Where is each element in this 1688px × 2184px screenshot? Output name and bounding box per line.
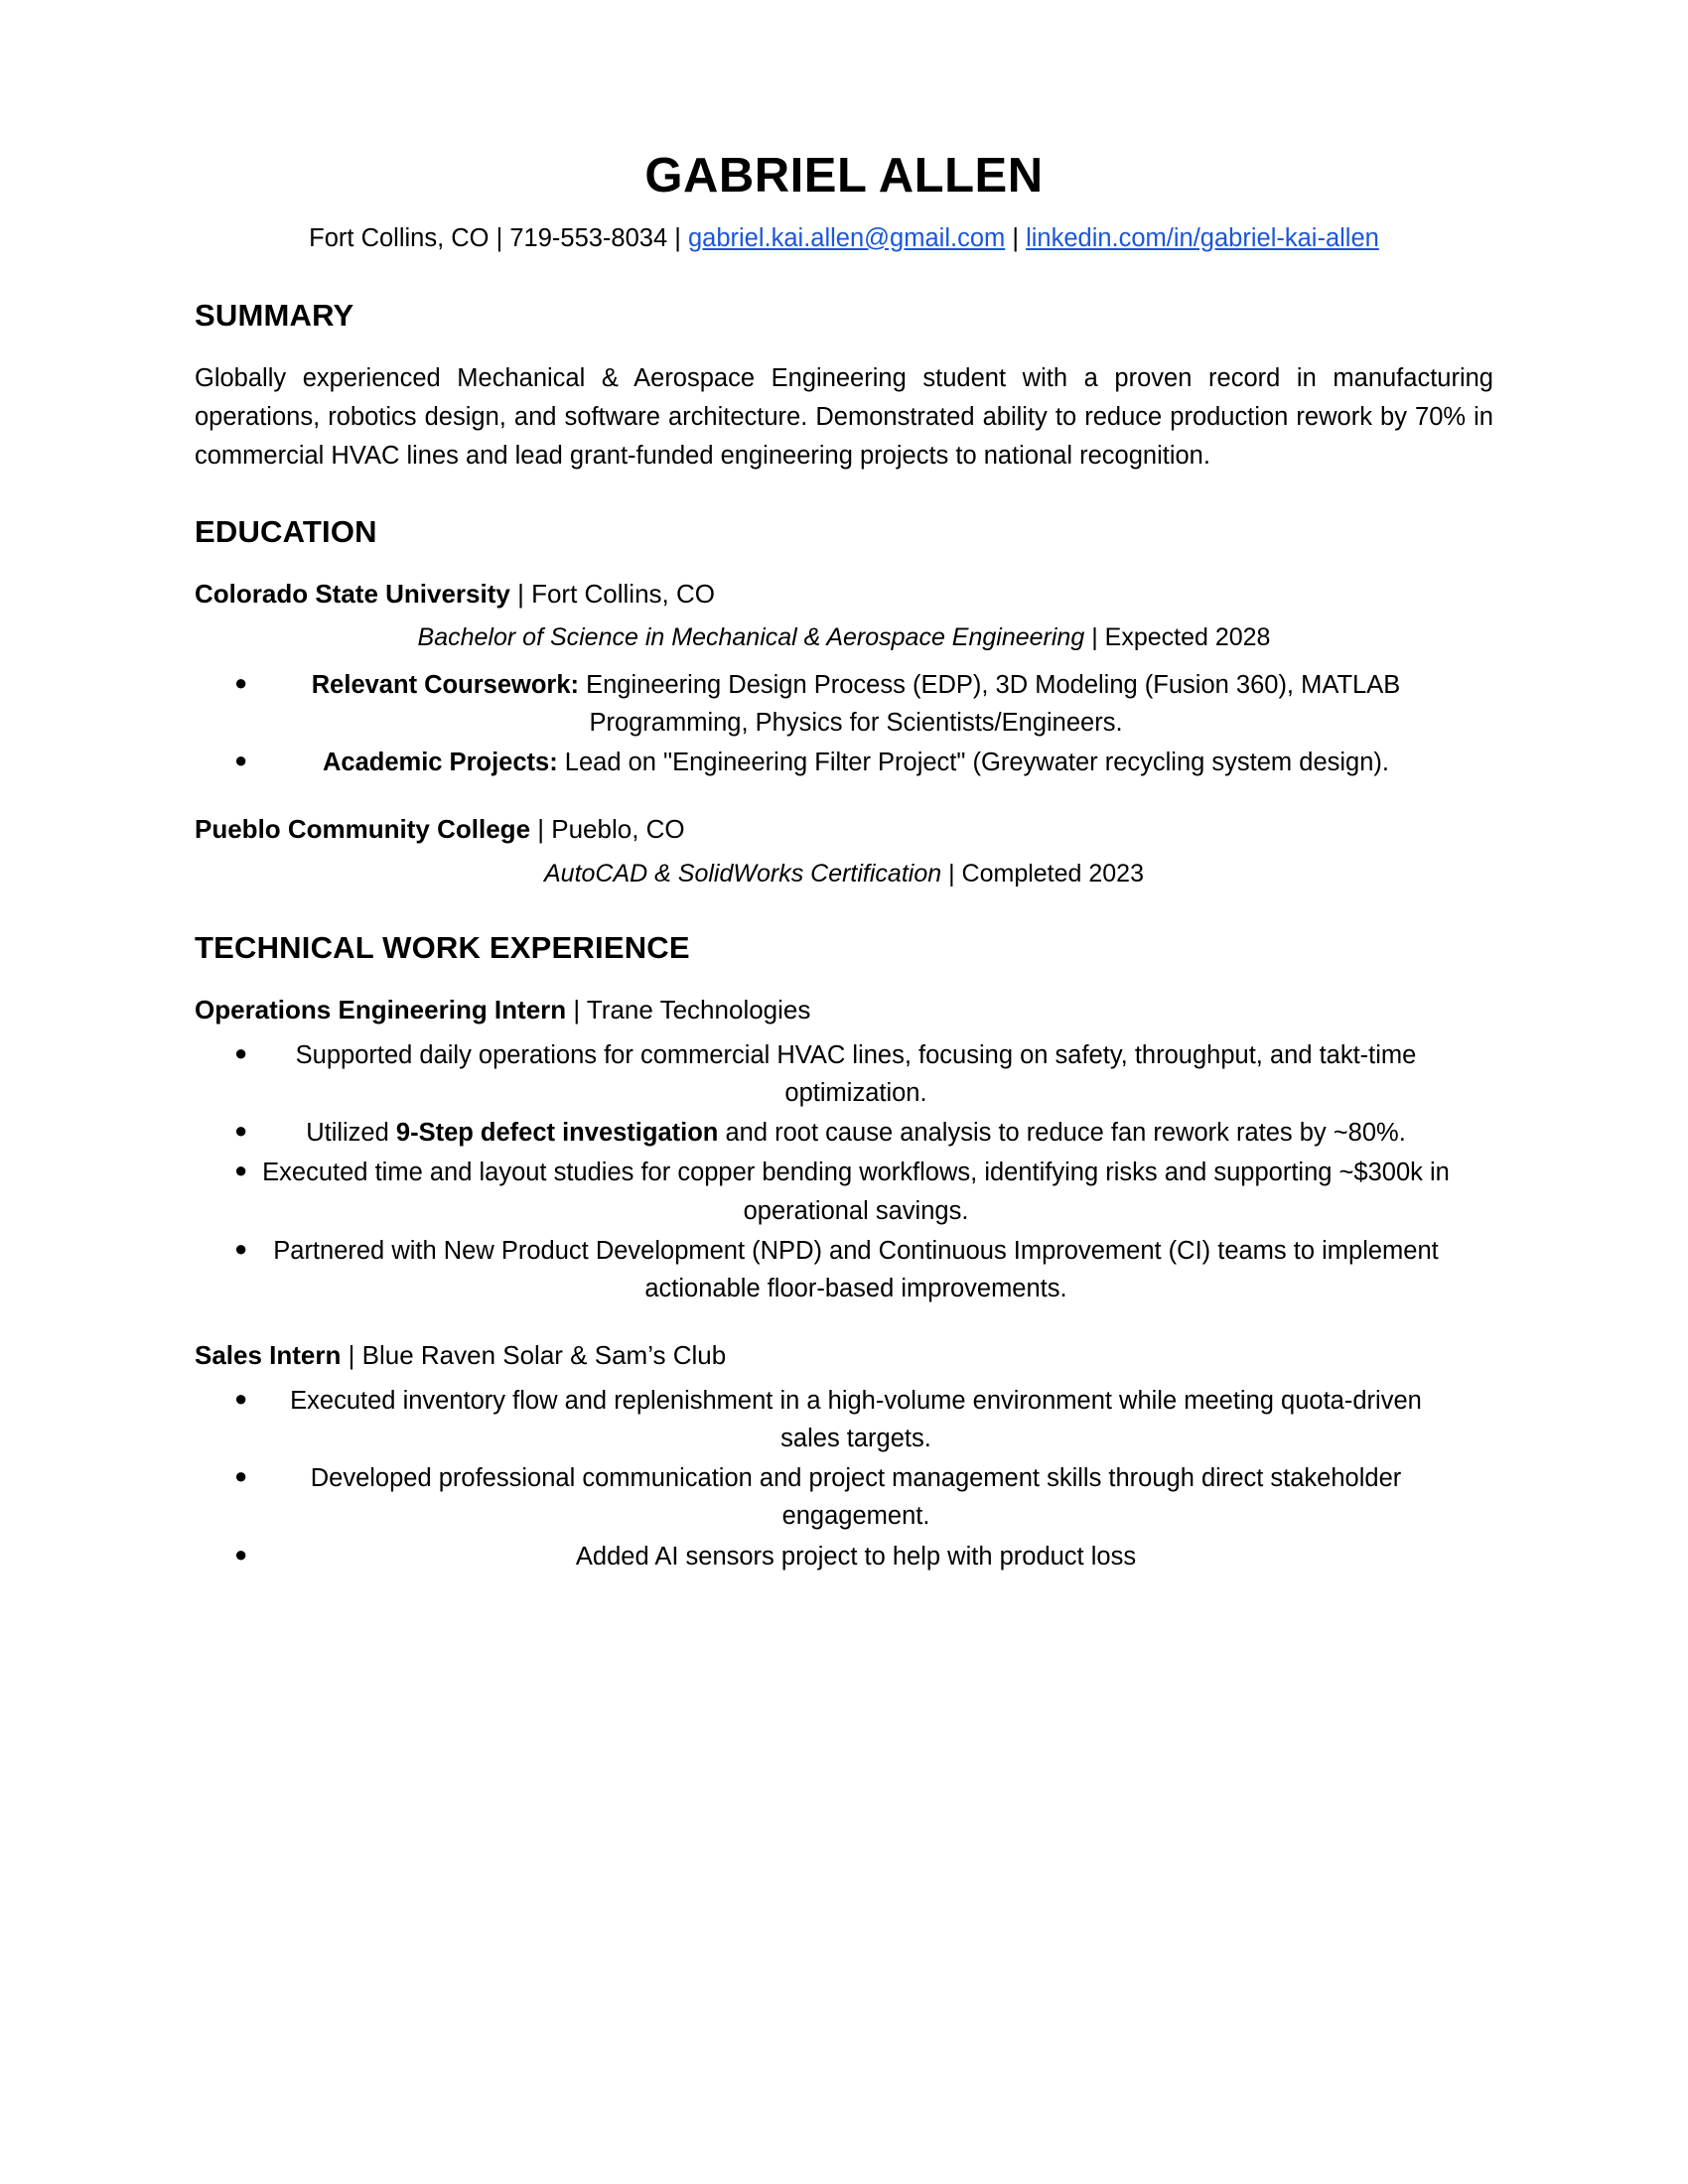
education-entry (195, 811, 1493, 891)
education-bullet-text: Lead on "Engineering Filter Project" (Greywater recycling system design). (557, 749, 1389, 777)
education-bullet-text: Engineering Design Process (EDP), 3D Modeling (Fusion 360), MATLAB Programming, Physics for Scientists/Engineers. (579, 670, 1401, 737)
bullet-icon: ● (234, 1118, 248, 1144)
contact-phone: 719-553-8034 (509, 223, 668, 252)
experience-company: Trane Technologies (586, 995, 811, 1025)
experience-bullet-list (195, 1382, 1493, 1575)
list-item (195, 1036, 1493, 1113)
experience-bullet-text: Executed time and layout studies for copper bending workflows, identifying risks and supporting ~$300k in operational savings. (262, 1159, 1450, 1225)
list-item (195, 1538, 1493, 1575)
experience-company: Blue Raven Solar & Sam’s Club (361, 1340, 727, 1371)
education-degree-name: Bachelor of Science in Mechanical & Aerospace Engineering (417, 623, 1085, 652)
education-degree-name: AutoCAD & SolidWorks Certification (544, 859, 942, 887)
education-school-name: Colorado State University (195, 578, 510, 609)
experience-bullet-text: Supported daily operations for commercial HVAC lines, focusing on safety, throughput, and takt-time optimization. (295, 1040, 1417, 1107)
contact-email-link[interactable]: gabriel.kai.allen@gmail.com (687, 223, 1006, 252)
contact-separator-3: | (1012, 223, 1019, 252)
education-section (195, 513, 1493, 891)
bullet-icon: ● (234, 1385, 248, 1411)
experience-bullet-text: Utilized (306, 1119, 396, 1148)
education-school-location: Pueblo, CO (551, 814, 685, 845)
experience-section (195, 929, 1493, 1575)
list-item (195, 1459, 1493, 1536)
bullet-icon: ● (234, 1158, 248, 1183)
bullet-icon: ● (234, 1039, 248, 1065)
experience-bullet-text-cont: and root cause analysis to reduce fan rework rates by ~80%. (718, 1119, 1406, 1148)
experience-pipe: | (566, 995, 587, 1025)
bullet-icon: ● (234, 1541, 248, 1567)
bullet-icon: ● (234, 748, 248, 773)
experience-bullet-text: Partnered with New Product Development (NPD) and Continuous Improvement (CI) teams to implement actionable floor-based improvements. (273, 1236, 1439, 1303)
experience-role-line (195, 992, 1493, 1027)
experience-entry (195, 1337, 1493, 1575)
bullet-icon: ● (234, 1463, 248, 1489)
list-item (195, 1382, 1493, 1458)
experience-bullet-emphasis: 9-Step defect investigation (395, 1119, 719, 1148)
experience-bullet-text: Added AI sensors project to help with product loss (575, 1542, 1137, 1570)
education-school-location: Fort Collins, CO (531, 578, 715, 609)
list-item (195, 666, 1493, 743)
bullet-icon: ● (234, 669, 248, 695)
contact-linkedin-link[interactable]: linkedin.com/in/gabriel-kai-allen (1026, 223, 1379, 252)
page-title: GABRIEL ALLEN (644, 149, 1044, 203)
education-degree-date: Expected 2028 (1104, 623, 1271, 652)
education-degree-line (195, 856, 1493, 891)
experience-pipe: | (341, 1340, 362, 1371)
contact-line (195, 221, 1493, 255)
experience-role: Sales Intern (195, 1340, 342, 1371)
education-bullet-label: Academic Projects: (323, 749, 558, 777)
education-bullet-label: Relevant Coursework: (311, 670, 580, 699)
education-entry (195, 576, 1493, 781)
summary-heading: SUMMARY (195, 298, 354, 334)
summary-paragraph: Globally experienced Mechanical & Aerospace Engineering student with a proven record in manufacturing operations, robotics design, and software architecture. Demonstrated ability to reduce production rework by 70% in commercial HVAC lines and lead grant-funded engineering projects to national recognition. (195, 364, 1493, 470)
education-school-line (195, 576, 1493, 612)
education-degree-line (195, 619, 1493, 655)
experience-heading: TECHNICAL WORK EXPERIENCE (195, 929, 690, 965)
experience-bullet-list (195, 1036, 1493, 1308)
experience-bullet-text: Developed professional communication and project management skills through direct stakeholder engagement. (310, 1464, 1402, 1531)
summary-section (195, 297, 1493, 475)
bullet-icon: ● (234, 1235, 248, 1261)
education-degree-date: Completed 2023 (961, 859, 1144, 887)
education-degree-pipe: | (941, 859, 962, 887)
experience-entry (195, 992, 1493, 1307)
list-item (195, 744, 1493, 781)
experience-role: Operations Engineering Intern (195, 995, 567, 1025)
contact-separator-1: | (495, 223, 503, 252)
list-item (195, 1154, 1493, 1230)
experience-bullet-text: Executed inventory flow and replenishment in a high-volume environment while meeting quota-driven sales targets. (290, 1386, 1422, 1452)
education-degree-pipe: | (1084, 623, 1105, 652)
education-school-name: Pueblo Community College (195, 814, 531, 845)
list-item (195, 1114, 1493, 1152)
education-heading: EDUCATION (195, 513, 377, 549)
list-item (195, 1232, 1493, 1308)
experience-role-line (195, 1337, 1493, 1373)
education-school-pipe: | (530, 814, 552, 845)
education-bullet-list (195, 666, 1493, 782)
education-school-line (195, 811, 1493, 847)
contact-separator-2: | (674, 223, 681, 252)
education-school-pipe: | (509, 578, 532, 609)
contact-location: Fort Collins, CO (309, 223, 490, 252)
